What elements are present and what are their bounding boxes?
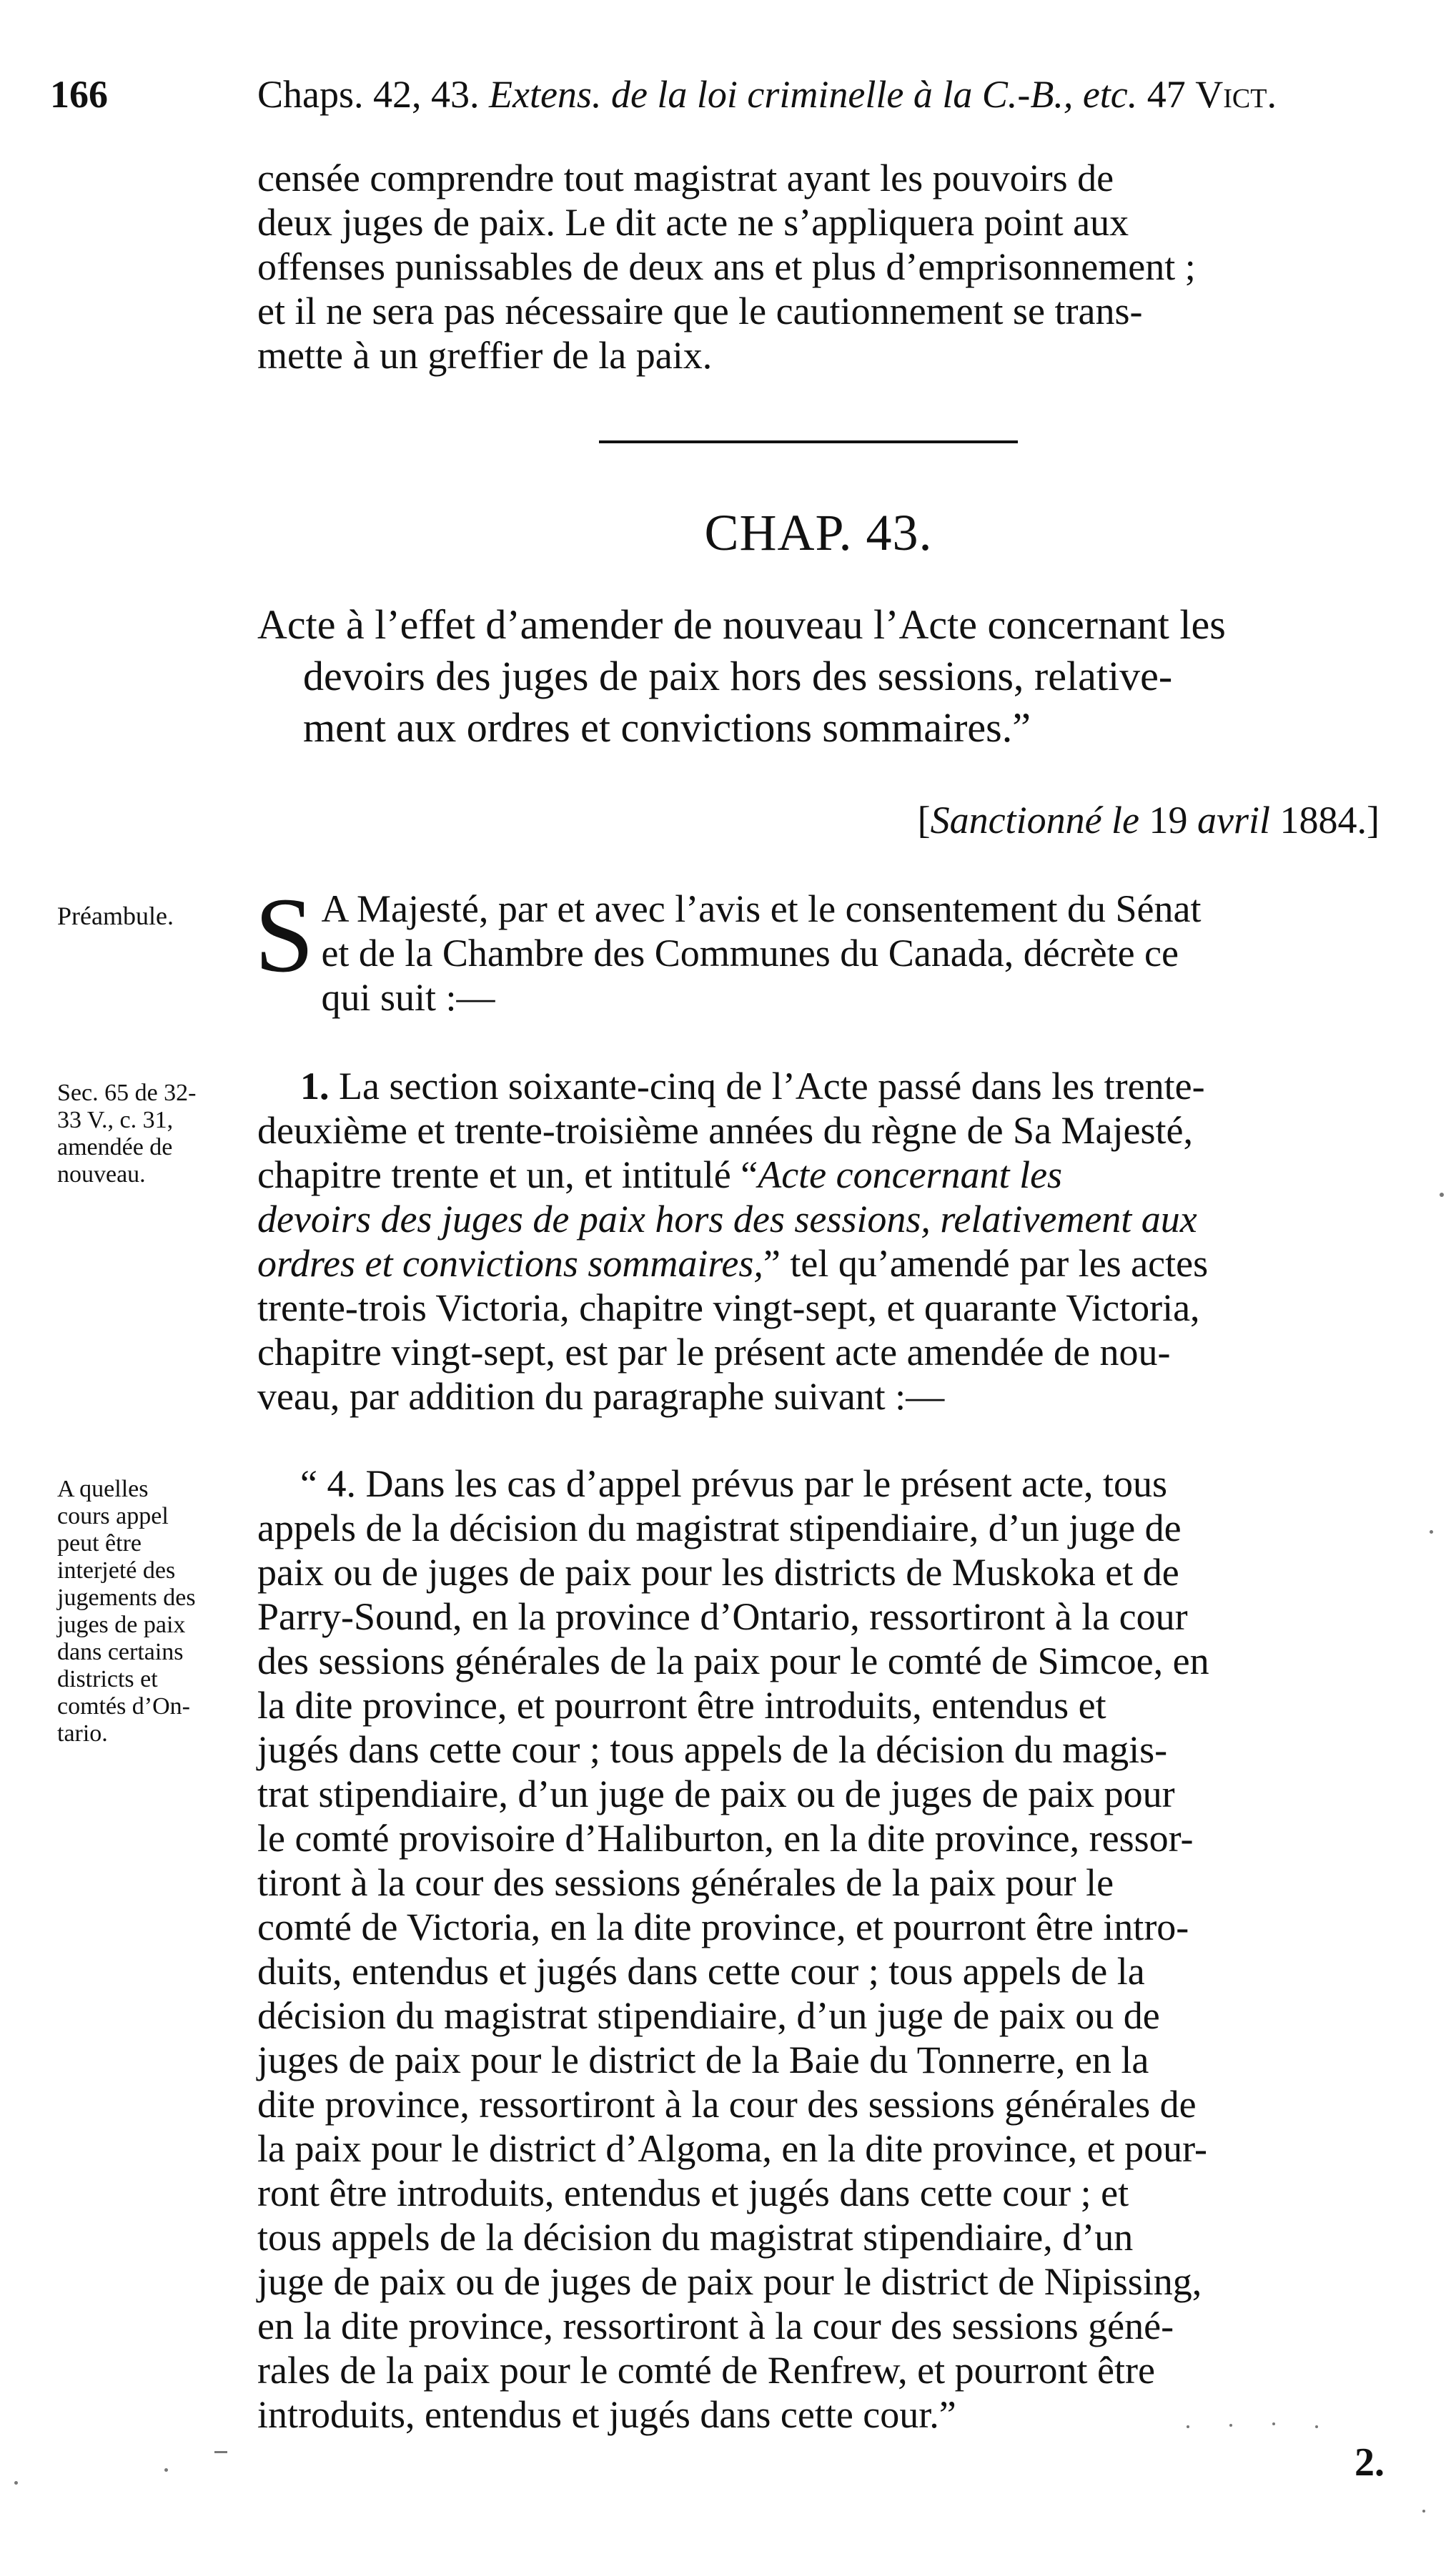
text-line: juge de paix ou de juges de paix pour le district de Nipissing, [257, 2260, 1202, 2303]
text-line: ront être introduits, entendus et jugés dans cette cour ; et [257, 2171, 1129, 2214]
text-line: censée comprendre tout magistrat ayant les pouvoirs de [257, 157, 1114, 199]
text-line: mette à un greffier de la paix. [257, 334, 713, 377]
drop-cap: S [254, 876, 315, 995]
text-segment: ” tel qu’amendé par les actes [763, 1242, 1209, 1285]
text-line: et il ne sera pas nécessaire que le cautionnement se trans- [257, 290, 1143, 332]
running-title [257, 66, 1277, 123]
sanction-label: Sanctionné le [930, 799, 1140, 842]
margin-note-line: nouveau. [57, 1161, 146, 1188]
text-line: qui suit :— [321, 976, 495, 1019]
margin-note-line: juges de paix [57, 1612, 186, 1638]
margin-note-line: jugements des [57, 1584, 196, 1611]
section-divider-rule [599, 440, 1018, 443]
text-line: et de la Chambre des Communes du Canada, décrète ce [321, 932, 1179, 975]
text-line: juges de paix pour le district de la Baie du Tonnerre, en la [257, 2038, 1149, 2081]
margin-note-line: 33 V., c. 31, [57, 1107, 174, 1133]
scan-speck [1187, 2425, 1189, 2428]
text-line: décision du magistrat stipendiaire, d’un juge de paix ou de [257, 1994, 1160, 2037]
text-line: paix ou de juges de paix pour les districts de Muskoka et de [257, 1551, 1179, 1594]
margin-note-line: dans certains [57, 1639, 184, 1665]
margin-note-line: cours appel [57, 1503, 169, 1529]
section-1-paragraph [257, 1064, 1380, 1419]
act-title-italic: ordres et convictions sommaires, [257, 1242, 763, 1285]
margin-note-line: Sec. 65 de 32- [57, 1080, 197, 1106]
margin-note-line: tario. [57, 1720, 108, 1747]
text-line [257, 1153, 1380, 1197]
text-line: trente-trois Victoria, chapitre vingt-sept, et quarante Victoria, [257, 1286, 1200, 1329]
margin-note-section-65 [57, 1080, 257, 1188]
chapter-title [257, 599, 1380, 754]
text-line: chapitre vingt-sept, est par le présent acte amendée de nou- [257, 1331, 1171, 1374]
chapter-title-line: ment aux ordres et convictions sommaires.” [303, 704, 1031, 751]
sanction-year: 1884.] [1270, 799, 1380, 842]
text-line: le comté provisoire d’Haliburton, en la dite province, ressor- [257, 1817, 1194, 1860]
text-line: introduits, entendus et jugés dans cette cour.” [257, 2393, 956, 2436]
preamble-paragraph [254, 876, 1380, 1020]
text-line: dite province, ressortiront à la cour des sessions générales de [257, 2083, 1197, 2126]
text-line: comté de Victoria, en la dite province, et pourront être intro- [257, 1905, 1189, 1948]
text-line: veau, par addition du paragraphe suivant :— [257, 1375, 945, 1418]
scan-speck [1272, 2422, 1275, 2425]
text-line: deuxième et trente-troisième années du règne de Sa Majesté, [257, 1109, 1193, 1152]
text-line: Parry-Sound, en la province d’Ontario, ressortiront à la cour [257, 1595, 1188, 1638]
text-line: rales de la paix pour le comté de Renfrew, et pourront être [257, 2349, 1155, 2392]
margin-note-appeal-courts [57, 1476, 257, 1747]
header-regnal-year: 47 [1147, 73, 1186, 116]
text-line: jugés dans cette cour ; tous appels de la décision du magis- [257, 1728, 1168, 1771]
sanction-day: 19 [1139, 799, 1198, 842]
margin-note-line: districts et [57, 1666, 158, 1692]
text-line: duits, entendus et jugés dans cette cour ; tous appels de la [257, 1950, 1145, 1993]
text-line: A Majesté, par et avec l’avis et le consentement du Sénat [321, 887, 1202, 930]
section-number: 1. [300, 1065, 330, 1108]
scan-speck [14, 2481, 18, 2485]
text-line: offenses punissables de deux ans et plus d’emprisonnement ; [257, 245, 1196, 288]
scan-speck [1422, 2510, 1425, 2513]
margin-note-line: peut être [57, 1530, 142, 1557]
text-line: la dite province, et pourront être introduits, entendus et [257, 1684, 1106, 1727]
text-line: deux juges de paix. Le dit acte ne s’appliquera point aux [257, 201, 1129, 244]
previous-chapter-continuation [257, 156, 1380, 378]
chapter-title-line: devoirs des juges de paix hors des sessions, relative- [303, 653, 1173, 699]
subsection-4-paragraph [257, 1461, 1380, 2437]
text-line: “ 4. Dans les cas d’appel prévus par le présent acte, tous [300, 1462, 1168, 1505]
text-line [257, 1064, 1380, 1108]
margin-note-line: interjeté des [57, 1557, 176, 1584]
text-segment: La section soixante-cinq de l’Acte passé dans les trente- [339, 1065, 1205, 1108]
margin-note-line: Préambule. [57, 902, 174, 930]
scan-speck [164, 2468, 168, 2472]
text-line: trat stipendiaire, d’un juge de paix ou de juges de paix pour [257, 1773, 1175, 1815]
running-header [50, 66, 1380, 123]
margin-note-line: A quelles [57, 1476, 149, 1502]
page-number: 166 [50, 73, 108, 116]
scan-speck [1315, 2425, 1318, 2428]
text-line: des sessions générales de la paix pour le comté de Simcoe, en [257, 1640, 1209, 1682]
margin-note-preamble [57, 902, 257, 930]
text-line: tous appels de la décision du magistrat stipendiaire, d’un [257, 2216, 1134, 2259]
chapter-title-line: Acte à l’effet d’amender de nouveau l’Acte concernant les [257, 601, 1226, 648]
chapter-heading: CHAP. 43. [704, 504, 933, 561]
act-title-italic: devoirs des juges de paix hors des sessions, relativement aux [257, 1198, 1197, 1241]
header-chapters: Chaps. 42, 43. [257, 73, 480, 116]
margin-note-line: comtés d’On- [57, 1693, 191, 1720]
act-title-italic: Acte concernant les [758, 1153, 1063, 1196]
scan-speck [1440, 1193, 1444, 1197]
next-section-number: 2. [1355, 2440, 1385, 2485]
text-line: appels de la décision du magistrat stipendiaire, d’un juge de [257, 1507, 1182, 1549]
header-regnal-word: Vict. [1195, 73, 1277, 116]
scan-speck [214, 2451, 227, 2453]
sanction-open: [ [917, 799, 931, 842]
header-title: Extens. de la loi criminelle à la C.-B., etc. [489, 73, 1138, 116]
text-line: la paix pour le district d’Algoma, en la dite province, et pour- [257, 2127, 1208, 2170]
text-line [257, 1241, 1380, 1286]
sanction-date [918, 795, 1380, 845]
text-segment: chapitre trente et un, et intitulé “ [257, 1153, 758, 1196]
scan-speck [1229, 2424, 1232, 2427]
sanction-month: avril [1197, 799, 1271, 842]
text-line: en la dite province, ressortiront à la cour des sessions géné- [257, 2304, 1174, 2347]
margin-note-line: amendée de [57, 1134, 173, 1160]
text-line: tiront à la cour des sessions générales de la paix pour le [257, 1861, 1114, 1904]
scan-speck [1430, 1530, 1433, 1534]
